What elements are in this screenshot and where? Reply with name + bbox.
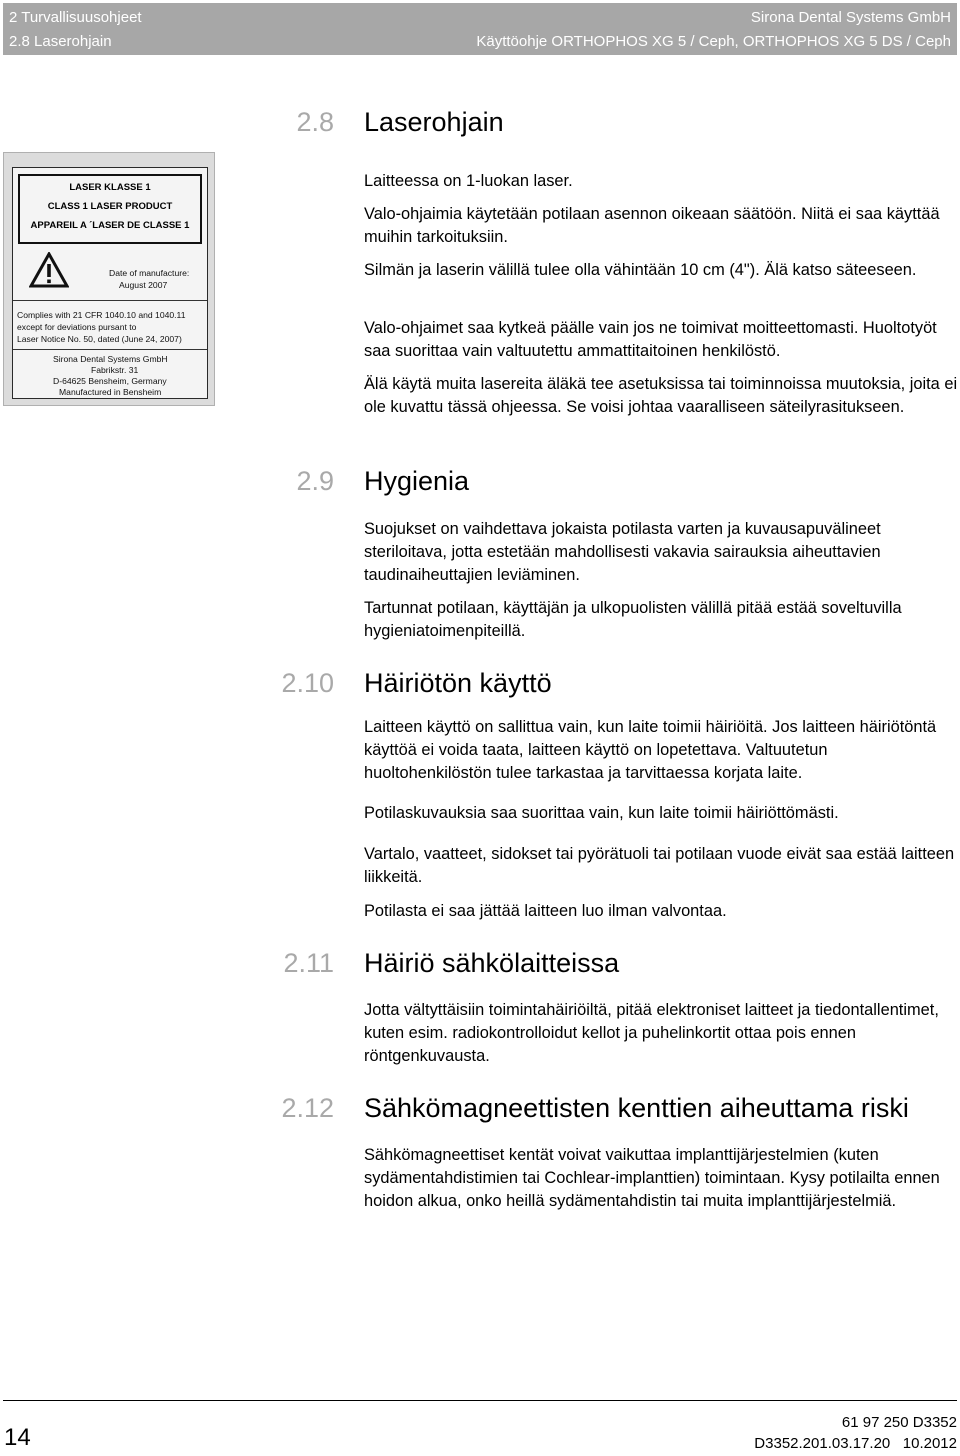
- document-info: [754, 1412, 957, 1454]
- maker-line2: Fabrikstr. 31: [91, 365, 139, 375]
- compliance-line1: Complies with 21 CFR 1040.10 and 1040.11: [17, 310, 186, 320]
- section-title-sahkomagneettiset-kentat: Sähkömagneettisten kenttien aiheuttama riski: [364, 1093, 909, 1123]
- section-number-2-10: 2.10: [281, 668, 334, 698]
- section-title-hygienia: Hygienia: [364, 466, 470, 496]
- maker-line1: Sirona Dental Systems GmbH: [53, 354, 168, 364]
- laser-label-line2: CLASS 1 LASER PRODUCT: [47, 201, 173, 212]
- s29-paragraph-1: Suojukset on vaihdettava jokaista potilasta varten ja kuvausapuvälineet steriloitava, jotta estetään mahdollisesti vakavia sairauksia aiheuttavien taudinaiheuttajien leviäminen.: [364, 520, 881, 584]
- laser-label-plate: [12, 167, 208, 399]
- date-value: August 2007: [119, 280, 168, 290]
- laser-label-image: [3, 152, 215, 406]
- doc-code: D3352.201.03.17.20: [754, 1435, 891, 1452]
- s210-paragraph-3: Vartalo, vaatteet, sidokset tai pyörätuoli tai potilaan vuode eivät saa estää laitteen liikkeitä.: [364, 845, 955, 886]
- footer-rule: [3, 1400, 957, 1401]
- section-number-2-11: 2.11: [283, 948, 334, 978]
- doc-code-line: [754, 1433, 957, 1454]
- s210-paragraph-4: Potilasta ei saa jättää laitteen luo ilman valvontaa.: [364, 902, 727, 920]
- header-manual-title: Käyttöohje ORTHOPHOS XG 5 / Ceph, ORTHOPHOS XG 5 DS / Ceph: [476, 33, 951, 50]
- s28-paragraph-4: Valo-ohjaimet saa kytkeä päälle vain jos ne toimivat moitteettomasti. Huoltotyöt saa suorittaa vain valtuutettu ammattitaitoinen henkilöstö.: [364, 319, 937, 360]
- s28-paragraph-2: Valo-ohjaimia käytetään potilaan asennon oikeaan säätöön. Niitä ei saa käyttää muihin tarkoituksiin.: [364, 205, 940, 246]
- s210-paragraph-1: Laitteen käyttö on sallittua vain, kun laite toimii häiriöitä. Jos laitteen häiriötöntä käyttöä ei voida taata, laitteen käyttö on lopetettava. Valtuutetun huoltohenkilöstön tulee tarkastaa ja tarvittaessa korjata laite.: [364, 718, 937, 782]
- s28-paragraph-3: Silmän ja laserin välillä tulee olla vähintään 10 cm (4"). Älä katso säteeseen.: [364, 261, 917, 279]
- section-number-2-12: 2.12: [281, 1093, 334, 1123]
- header-section: 2.8 Laserohjain: [9, 33, 112, 50]
- doc-date: 10.2012: [902, 1435, 957, 1452]
- compliance-line3: Laser Notice No. 50, dated (June 24, 2007): [17, 334, 182, 344]
- laser-label-line1: LASER KLASSE 1: [69, 182, 151, 193]
- section-number-2-8: 2.8: [296, 107, 334, 137]
- warning-triangle-icon: [29, 252, 69, 288]
- maker-line4: Manufactured in Bensheim: [59, 387, 162, 397]
- s28-paragraph-5: Älä käytä muita lasereita äläkä tee asetuksissa tai toiminnoissa muutoksia, joita ei ole kuvattu tässä ohjeessa. Se voisi johtaa vaaralliseen säteilyrasitukseen.: [364, 375, 958, 416]
- label-divider-2: [13, 349, 207, 350]
- s29-paragraph-2: Tartunnat potilaan, käyttäjän ja ulkopuolisten välillä pitää estää soveltuvilla hygieniatoimenpiteillä.: [364, 599, 902, 640]
- s28-paragraph-1: Laitteessa on 1-luokan laser.: [364, 172, 573, 190]
- section-number-2-9: 2.9: [296, 466, 334, 496]
- laser-label-line3: APPAREIL A ´LASER DE CLASSE 1: [30, 220, 190, 231]
- date-label: Date of manufacture:: [109, 268, 190, 278]
- header-chapter: 2 Turvallisuusohjeet: [9, 9, 142, 26]
- laser-class-box: [18, 174, 202, 244]
- page-number: 14: [4, 1424, 31, 1451]
- s212-paragraph-1: Sähkömagneettiset kentät voivat vaikuttaa implanttijärjestelmien (kuten sydämentahdistimien tai Cochlear-implanttien) toimintaan. Kysy potilailta ennen hoidon alkua, onko heillä sydämentahdistin tai muita implanttijärjestelmiä.: [364, 1146, 940, 1210]
- header-company: Sirona Dental Systems GmbH: [750, 9, 951, 26]
- label-divider-1: [13, 300, 207, 301]
- section-title-hairioton-kaytto: Häiriötön käyttö: [364, 668, 552, 698]
- page-header: [3, 3, 957, 55]
- compliance-line2: except for deviations pursant to: [17, 322, 137, 332]
- s211-paragraph-1: Jotta vältyttäisiin toimintahäiriöiltä, pitää elektroniset laitteet ja tiedontallentimet, kuten esim. radiokontrolloidut kellot ja puhelinkortit ottaa pois ennen röntgenkuvausta.: [364, 1001, 939, 1065]
- section-title-laserohjain: Laserohjain: [364, 107, 504, 137]
- s210-paragraph-2: Potilaskuvauksia saa suorittaa vain, kun laite toimii häiriöttömästi.: [364, 804, 839, 822]
- maker-line3: D-64625 Bensheim, Germany: [53, 376, 167, 386]
- section-title-hairio-sahkolaitteissa: Häiriö sähkölaitteissa: [364, 948, 620, 978]
- doc-number: 61 97 250 D3352: [841, 1414, 957, 1431]
